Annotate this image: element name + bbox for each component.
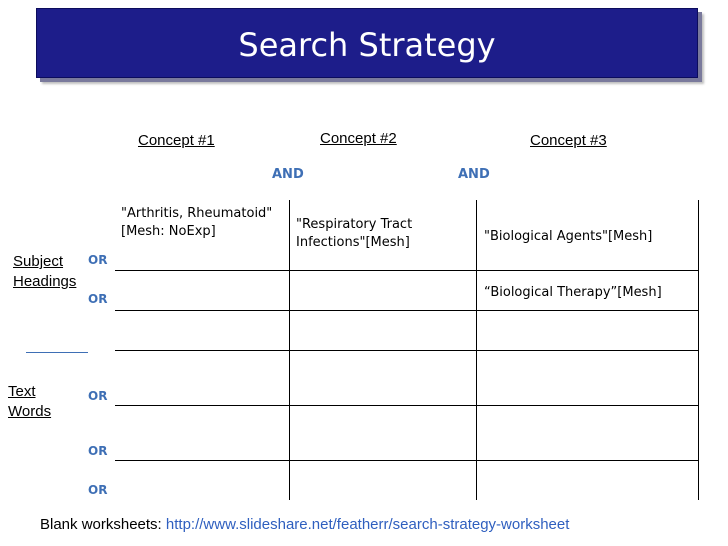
- grid-hline: [115, 405, 698, 406]
- cell-concept3-row1: "Biological Agents"[Mesh]: [484, 229, 653, 244]
- page-title: Search Strategy: [238, 26, 496, 64]
- or-connector: OR: [88, 444, 108, 458]
- concept-3-heading: Concept #3: [530, 132, 607, 149]
- grid-hline: [115, 310, 698, 311]
- or-connector: OR: [88, 389, 108, 403]
- grid-vline: [698, 200, 699, 500]
- worksheet-link[interactable]: http://www.slideshare.net/featherr/search-strategy-worksheet: [165, 516, 570, 533]
- or-connector: OR: [88, 483, 108, 497]
- or-connector: OR: [88, 253, 108, 267]
- or-connector: OR: [88, 292, 108, 306]
- grid-hline: [115, 270, 698, 271]
- subject-label-line1: Subject: [13, 253, 64, 270]
- footer-label: Blank worksheets:: [40, 516, 166, 533]
- subject-headings-label: [13, 252, 76, 292]
- text-words-label: [8, 382, 51, 422]
- concept-1-heading: Concept #1: [138, 132, 215, 149]
- title-banner: [36, 8, 698, 78]
- footer-note: [40, 516, 569, 533]
- and-connector-2: AND: [458, 167, 490, 182]
- grid-hline: [115, 350, 698, 351]
- section-divider: [26, 352, 88, 353]
- cell-concept3-row2: “Biological Therapy”[Mesh]: [484, 285, 662, 300]
- text-label-line2: Words: [8, 403, 52, 420]
- cell-concept1-row1: "Arthritis, Rheumatoid"[Mesh: NoExp]: [121, 206, 273, 239]
- cell-concept2-row1: "Respiratory Tract Infections"[Mesh]: [296, 217, 413, 250]
- concept-2-heading: Concept #2: [320, 130, 397, 147]
- text-label-line1: Text: [8, 383, 36, 400]
- subject-label-line2: Headings: [13, 273, 77, 290]
- and-connector-1: AND: [272, 167, 304, 182]
- grid-hline: [115, 460, 698, 461]
